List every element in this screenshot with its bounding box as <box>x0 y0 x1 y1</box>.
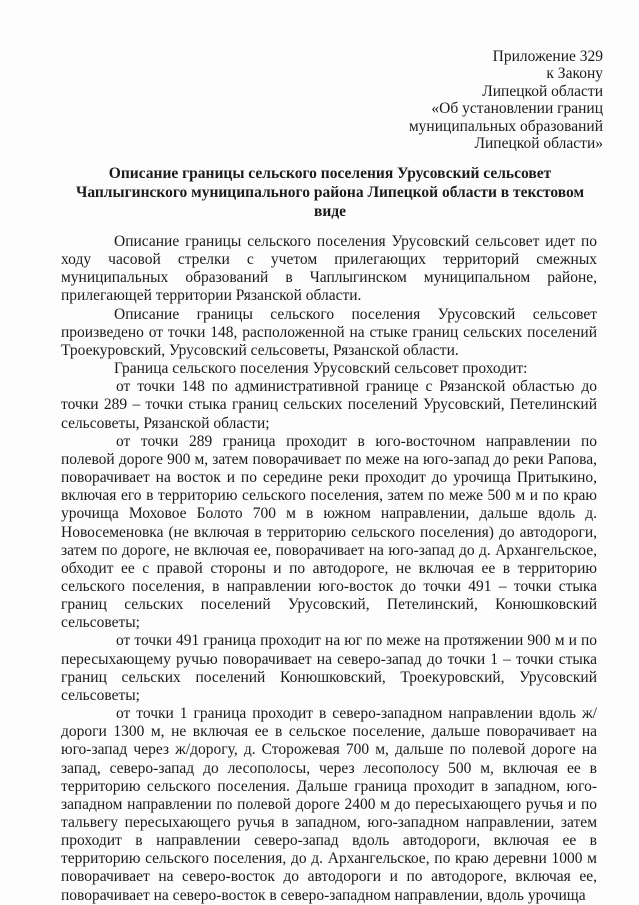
appendix-line: Приложение 329 <box>492 48 603 65</box>
appendix-line: к Закону <box>546 65 603 83</box>
document-body <box>61 233 597 905</box>
document-title <box>60 164 600 221</box>
paragraph: Описание границы сельского поселения Урусовский сельсовет идет по ходу часовой стрелки с учетом прилегающих территорий смежных муниципальных образований в Чаплыгинском муниципальном районе, прилегающей территории Рязанской области. <box>61 233 597 305</box>
appendix-line: Липецкой области <box>482 82 603 100</box>
paragraph: от точки 289 граница проходит в юго-восточном направлении по полевой дороге 900 м, затем поворачивает по меже на юго-запад до реки Рапова, поворачивает на восток и по середине реки проходит до урочища Притыкино, включая его в территорию сельского поселения, затем по меже 500 м и по краю урочища Моховое Болото 700 м в южном направлении, дальше вдоль д. Новосеменовка (не включая в территорию сельского поселения) до автодороги, затем по дороге, не включая ее, поворачивает на юго-запад до д. Архангельское, обходит ее с правой стороны и по автодороге, не включая ее в территорию сельского поселения, в направлении юго-восток до точки 491 – точки стыка границ сельских поселений Урусовский, Петелинский, Конюшковский сельсоветы; <box>61 432 597 632</box>
appendix-line: Липецкой области» <box>474 135 603 153</box>
paragraph: Описание границы сельского поселения Урусовский сельсовет произведено от точки 148, расположенной на стыке границ сельских поселений Троекуровский, Урусовский сельсоветы, Рязанской области. <box>61 305 597 359</box>
paragraph: от точки 148 по административной границе с Рязанской областью до точки 289 – точки стыка границ сельских поселений Урусовский, Петелинский сельсоветы, Рязанской области; <box>61 378 597 432</box>
paragraph: Граница сельского поселения Урусовский сельсовет проходит: <box>114 360 528 378</box>
paragraph: от точки 491 граница проходит на юг по меже на протяжении 900 м и по пересыхающему ручью поворачивает на северо-запад до точки 1 – точки стыка границ сельских поселений Конюшковский, Троекуровский, Урусовский сельсоветы; <box>61 632 597 704</box>
appendix-header <box>303 48 603 152</box>
paragraph: от точки 1 граница проходит в северо-западном направлении вдоль ж/дороги 1300 м, не включая ее в сельское поселение, дальше поворачивает на юго-запад через ж/дорогу, д. Сторожевая 700 м, дальше по полевой дороге на запад, северо-запад до лесополосы, через лесополосу 500 м, включая ее в территорию сельского поселения. Дальше граница проходит в западном, юго-западном направлении по полевой дороге 2400 м до пересыхающего ручья и по тальвегу пересыхающего ручья в западном, юго-западном направлении, затем проходит в направлении северо-запад вдоль автодороги, включая ее в территорию сельского поселения, до д. Архангельское, по краю деревни 1000 м поворачивает на северо-восток до автодороги и по автодороге, включая ее, поворачивает на северо-восток в северо-западном направлении, вдоль урочища <box>61 705 597 904</box>
title-line: Описание границы сельского поселения Урусовский сельсовет <box>108 165 552 182</box>
appendix-line: муниципальных образований <box>408 117 603 135</box>
title-line: виде <box>313 203 347 220</box>
appendix-line: «Об установлении границ <box>431 100 603 118</box>
title-line: Чаплыгинского муниципального района Липецкой области в текстовом <box>75 184 585 201</box>
